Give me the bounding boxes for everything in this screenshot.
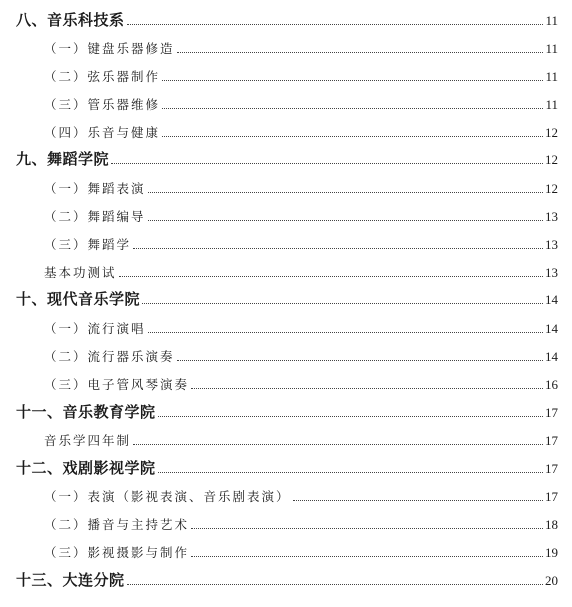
toc-entry-label: 九、舞蹈学院	[16, 150, 110, 168]
toc-entry-label: （三）管乐器维修	[44, 97, 161, 112]
toc-page-number: 13	[545, 265, 558, 280]
toc-page-number: 14	[545, 292, 558, 307]
toc-entry-label: （二）播音与主持艺术	[44, 517, 190, 532]
toc-subsection-entry[interactable]	[0, 114, 572, 142]
toc-section-entry[interactable]	[0, 562, 572, 590]
toc-entry-label: 十三、大连分院	[16, 571, 125, 589]
toc-entry-label: 基本功测试	[44, 265, 117, 280]
toc-entry-label: 十二、戏剧影视学院	[16, 459, 156, 477]
toc-subsection-entry[interactable]	[0, 506, 572, 534]
toc-subsection-entry[interactable]	[0, 338, 572, 366]
toc-page-number: 17	[545, 461, 558, 476]
dot-leader	[127, 23, 544, 25]
dot-leader	[148, 331, 543, 333]
toc-subsection-entry[interactable]	[0, 226, 572, 254]
toc-page-number: 13	[545, 237, 558, 252]
toc-page-number: 20	[545, 573, 558, 588]
dot-leader	[133, 247, 543, 249]
toc-subsection-entry[interactable]	[0, 366, 572, 394]
dot-leader	[158, 415, 543, 417]
toc-page-number: 12	[545, 181, 558, 196]
toc-page-number: 17	[545, 489, 558, 504]
dot-leader	[148, 191, 543, 193]
toc-entry-label: （三）舞蹈学	[44, 237, 132, 252]
toc-item-entry[interactable]	[0, 422, 572, 450]
dot-leader	[127, 583, 543, 585]
toc-entry-label: 八、音乐科技系	[16, 11, 125, 29]
toc-page-number: 14	[545, 349, 558, 364]
toc-page-number: 11	[545, 97, 558, 112]
dot-leader	[162, 135, 543, 137]
dot-leader	[142, 302, 543, 304]
toc-subsection-entry[interactable]	[0, 198, 572, 226]
toc-subsection-entry[interactable]	[0, 86, 572, 114]
toc-page-number: 18	[545, 517, 558, 532]
dot-leader	[191, 387, 543, 389]
toc-page-number: 11	[545, 69, 558, 84]
dot-leader	[177, 51, 544, 53]
toc-section-entry[interactable]	[0, 281, 572, 309]
toc-entry-label: （二）流行器乐演奏	[44, 349, 175, 364]
toc-entry-label: （一）舞蹈表演	[44, 181, 146, 196]
toc-entry-label: 十一、音乐教育学院	[16, 403, 156, 421]
toc-entry-label: （三）电子管风琴演奏	[44, 377, 190, 392]
dot-leader	[162, 79, 543, 81]
toc-section-entry[interactable]	[0, 394, 572, 422]
toc-subsection-entry[interactable]	[0, 478, 572, 506]
toc-section-entry[interactable]	[0, 450, 572, 478]
toc-entry-label: （一）流行演唱	[44, 321, 146, 336]
toc-item-entry[interactable]	[0, 254, 572, 282]
dot-leader	[158, 471, 543, 473]
toc-entry-label: （二）舞蹈编导	[44, 209, 146, 224]
toc-subsection-entry[interactable]	[0, 534, 572, 562]
dot-leader	[191, 527, 543, 529]
toc-section-entry[interactable]	[0, 141, 572, 169]
toc-subsection-entry[interactable]	[0, 30, 572, 58]
toc-entry-label: （二）弦乐器制作	[44, 69, 161, 84]
toc-subsection-entry[interactable]	[0, 310, 572, 338]
toc-entry-label: 十、现代音乐学院	[16, 290, 141, 308]
toc-subsection-entry[interactable]	[0, 58, 572, 86]
toc-entry-label: （一）键盘乐器修造	[44, 41, 175, 56]
dot-leader	[293, 499, 543, 501]
dot-leader	[162, 107, 543, 109]
dot-leader	[191, 555, 543, 557]
dot-leader	[148, 219, 543, 221]
toc-page-number: 17	[545, 433, 558, 448]
toc-entry-label: （一）表演（影视表演、音乐剧表演）	[44, 489, 291, 504]
toc-subsection-entry[interactable]	[0, 170, 572, 198]
toc-page-number: 12	[545, 152, 558, 167]
dot-leader	[111, 162, 543, 164]
toc-page-number: 12	[545, 125, 558, 140]
toc-page-number: 11	[545, 13, 558, 28]
toc-entry-label: （三）影视摄影与制作	[44, 545, 190, 560]
toc-page-number: 19	[545, 545, 558, 560]
toc-page-number: 17	[545, 405, 558, 420]
toc-page-number: 14	[545, 321, 558, 336]
toc-entry-label: （四）乐音与健康	[44, 125, 161, 140]
toc-page-number: 11	[545, 41, 558, 56]
dot-leader	[177, 359, 543, 361]
dot-leader	[119, 275, 543, 277]
toc-page-number: 16	[545, 377, 558, 392]
dot-leader	[133, 443, 543, 445]
toc-page-number: 13	[545, 209, 558, 224]
toc-entry-label: 音乐学四年制	[44, 433, 132, 448]
toc-section-entry[interactable]	[0, 2, 572, 30]
